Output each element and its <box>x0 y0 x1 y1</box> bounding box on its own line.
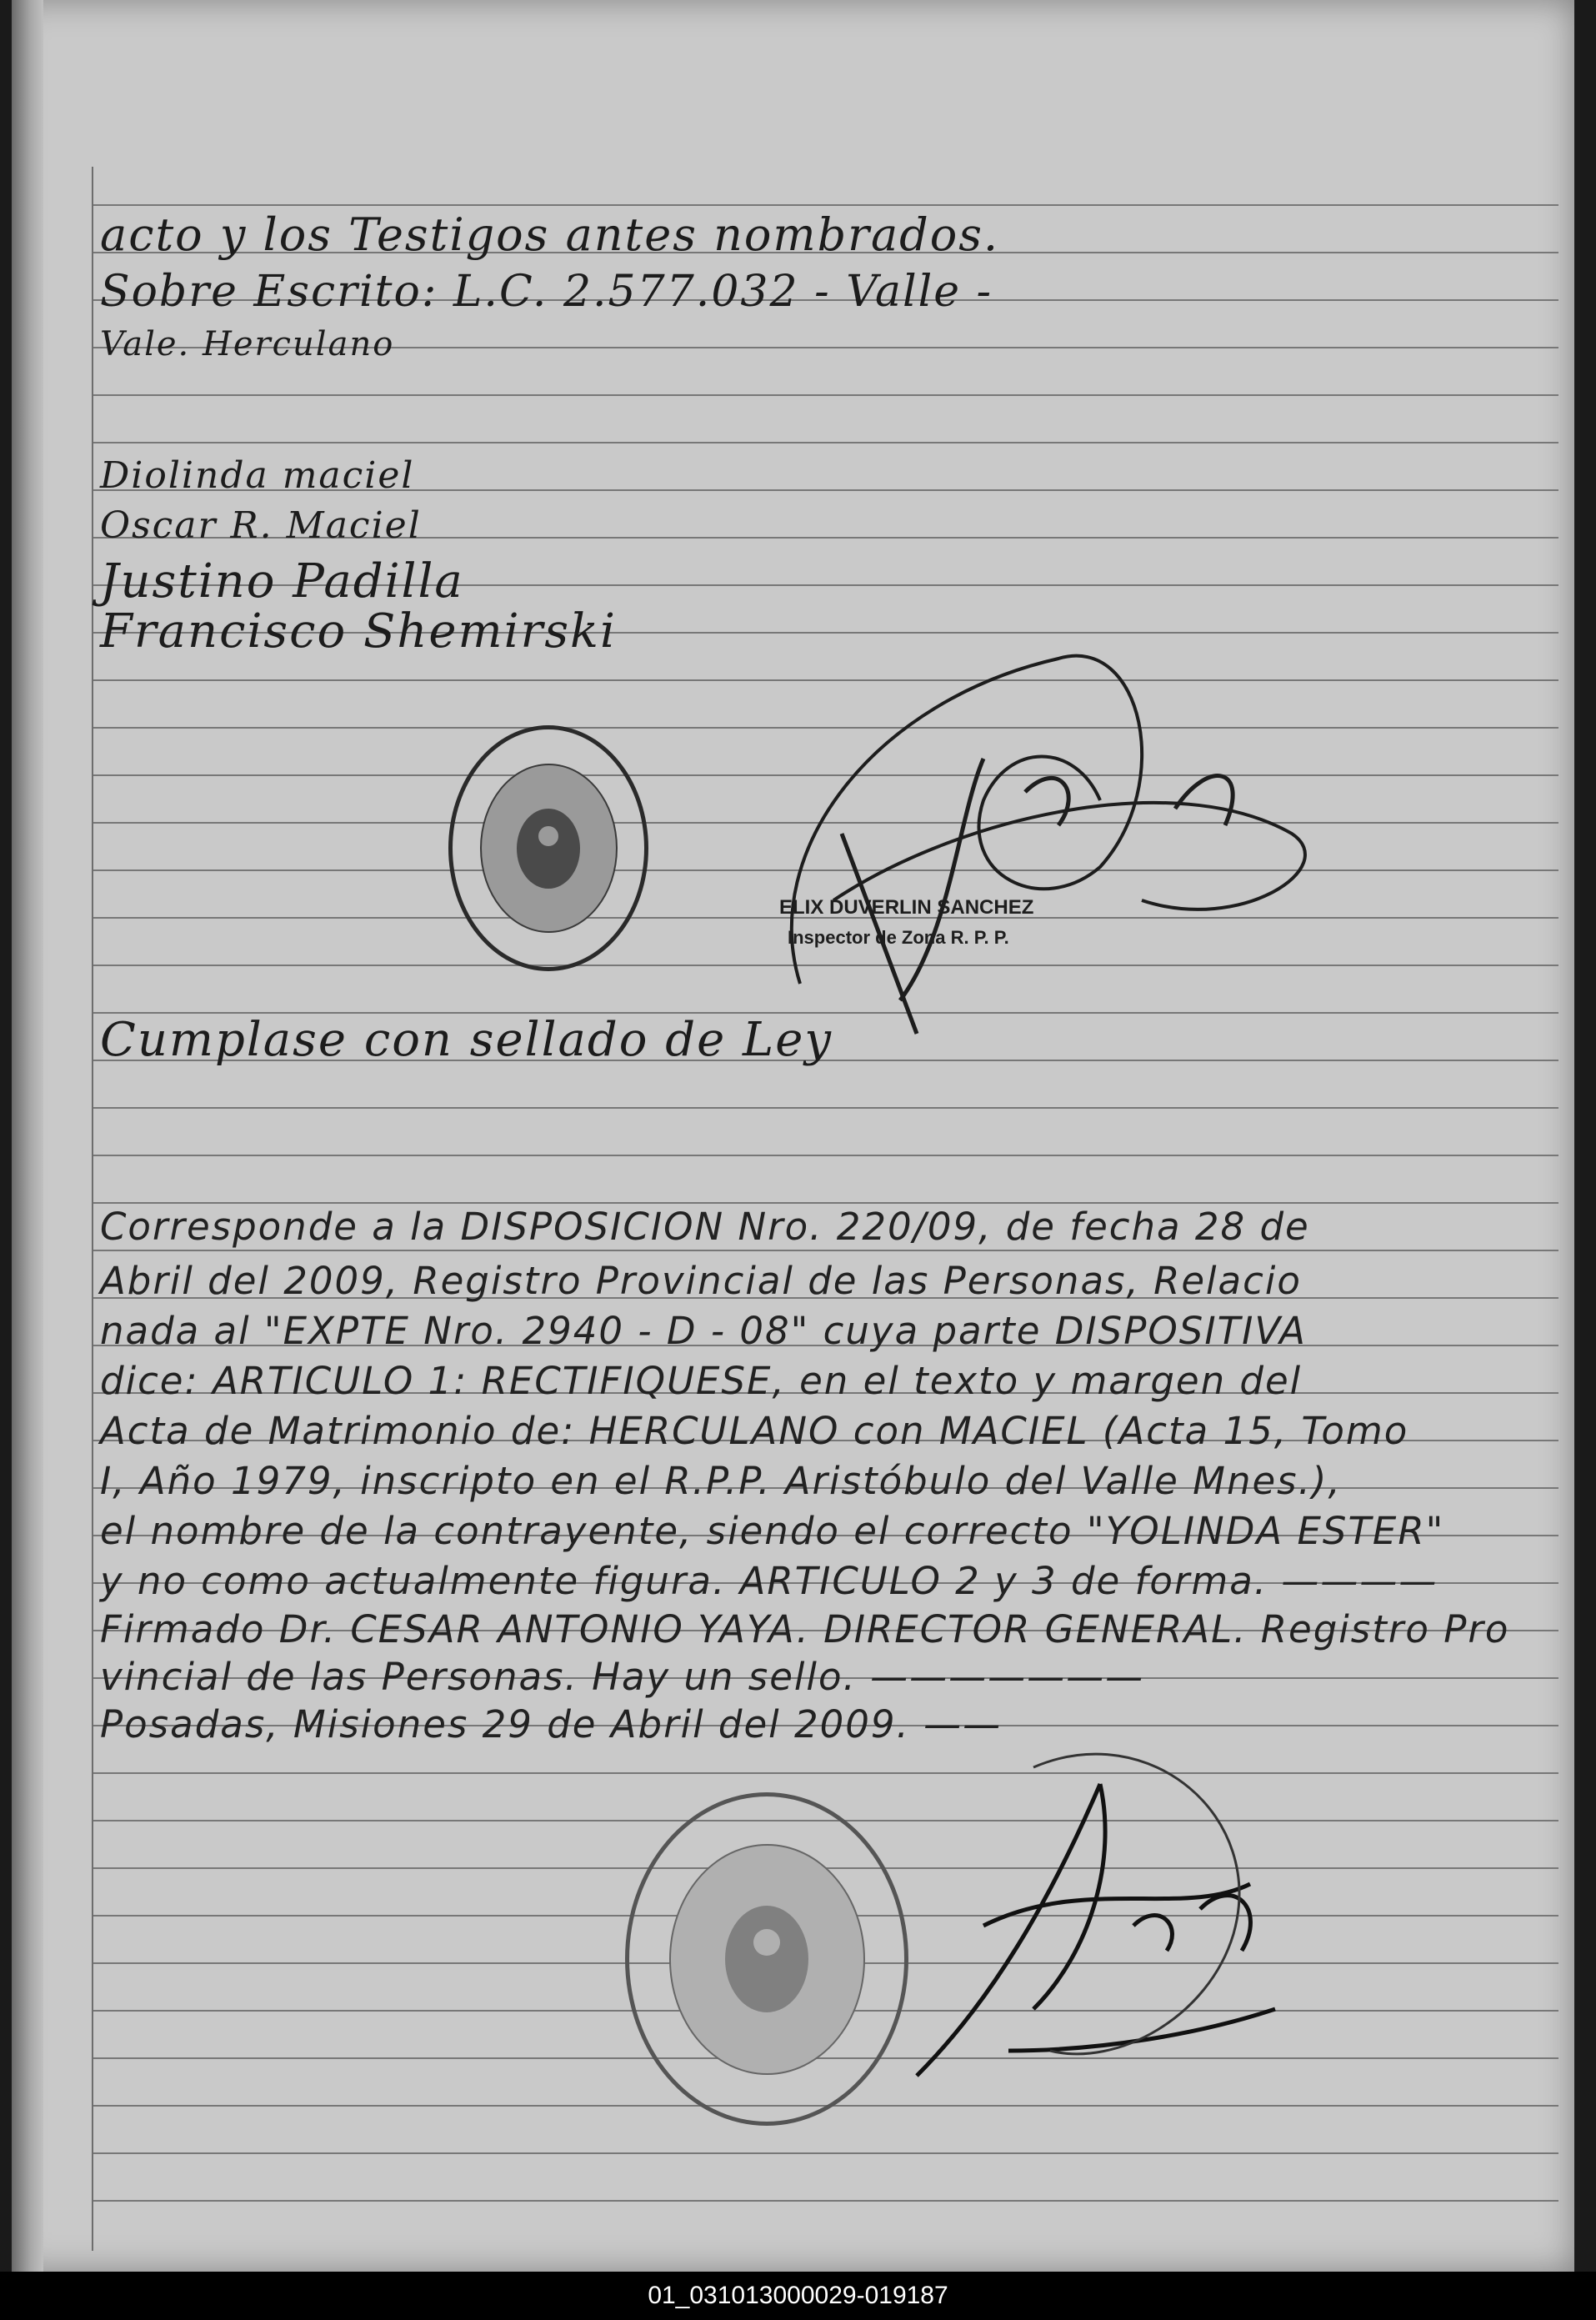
cumplase-note: Cumplase con sellado de Ley <box>100 1013 833 1067</box>
disposition-line-1: Corresponde a la DISPOSICION Nro. 220/09, de fecha 28 de <box>100 1205 1310 1249</box>
official-seal-1 <box>448 725 648 971</box>
signature-diolinda: Diolinda maciel <box>100 454 415 497</box>
director-signature <box>883 1734 1317 2101</box>
ruled-line <box>92 2152 1558 2154</box>
ruled-line <box>92 1107 1558 1109</box>
inspector-stamp-title: Inspector de Zona R. P. P. <box>788 927 1009 948</box>
disposition-line-5: Acta de Matrimonio de: HERCULANO con MACIEL (Acta 15, Tomo <box>100 1409 1409 1453</box>
seal-emblem-2 <box>669 1844 865 2075</box>
disposition-line-11: Posadas, Misiones 29 de Abril del 2009. —— <box>100 1702 1003 1746</box>
disposition-line-9: Firmado Dr. CESAR ANTONIO YAYA. DIRECTOR GENERAL. Registro Pro <box>100 1607 1510 1651</box>
document-id-footer: 01_031013000029-019187 <box>0 2272 1596 2320</box>
ruled-line <box>92 394 1558 396</box>
ruled-line <box>92 1250 1558 1251</box>
disposition-line-3: nada al "EXPTE Nro. 2940 - D - 08" cuya parte DISPOSITIVA <box>100 1309 1307 1353</box>
ruled-line <box>92 1202 1558 1204</box>
book-binding <box>12 0 43 2272</box>
coat-of-arms-icon-2 <box>717 1897 817 2022</box>
disposition-line-8: y no como actualmente figura. ARTICULO 2 y 3 de forma. ———— <box>100 1559 1438 1603</box>
signature-justino: Justino Padilla <box>100 554 464 609</box>
disposition-line-4: dice: ARTICULO 1: RECTIFIQUESE, en el texto y margen del <box>100 1359 1303 1403</box>
ruled-line <box>92 204 1558 206</box>
handwritten-line-2: Sobre Escrito: L.C. 2.577.032 - Valle - <box>100 267 993 317</box>
disposition-line-7: el nombre de la contrayente, siendo el correcto "YOLINDA ESTER" <box>100 1509 1445 1553</box>
coat-of-arms-icon <box>511 803 586 894</box>
disposition-line-10: vincial de las Personas. Hay un sello. ——————— <box>100 1655 1145 1699</box>
inspector-signature <box>708 600 1358 1067</box>
official-seal-2 <box>625 1792 908 2126</box>
margin-line <box>92 167 93 2251</box>
disposition-line-2: Abril del 2009, Registro Provincial de las Personas, Relacio <box>100 1259 1302 1303</box>
seal-emblem <box>480 764 618 934</box>
ruled-line <box>92 2200 1558 2202</box>
signature-oscar: Oscar R. Maciel <box>100 504 422 547</box>
ruled-line <box>92 1772 1558 1774</box>
ruled-line <box>92 442 1558 443</box>
ruled-line <box>92 1155 1558 1156</box>
handwritten-line-3: Vale. Herculano <box>100 325 395 363</box>
disposition-line-6: I, Año 1979, inscripto en el R.P.P. Aristóbulo del Valle Mnes.), <box>100 1459 1342 1503</box>
signature-francisco: Francisco Shemirski <box>100 604 617 659</box>
inspector-stamp-name: ELIX DUVERLIN SANCHEZ <box>779 896 1034 919</box>
handwritten-line-1: acto y los Testigos antes nombrados. <box>100 208 1000 261</box>
